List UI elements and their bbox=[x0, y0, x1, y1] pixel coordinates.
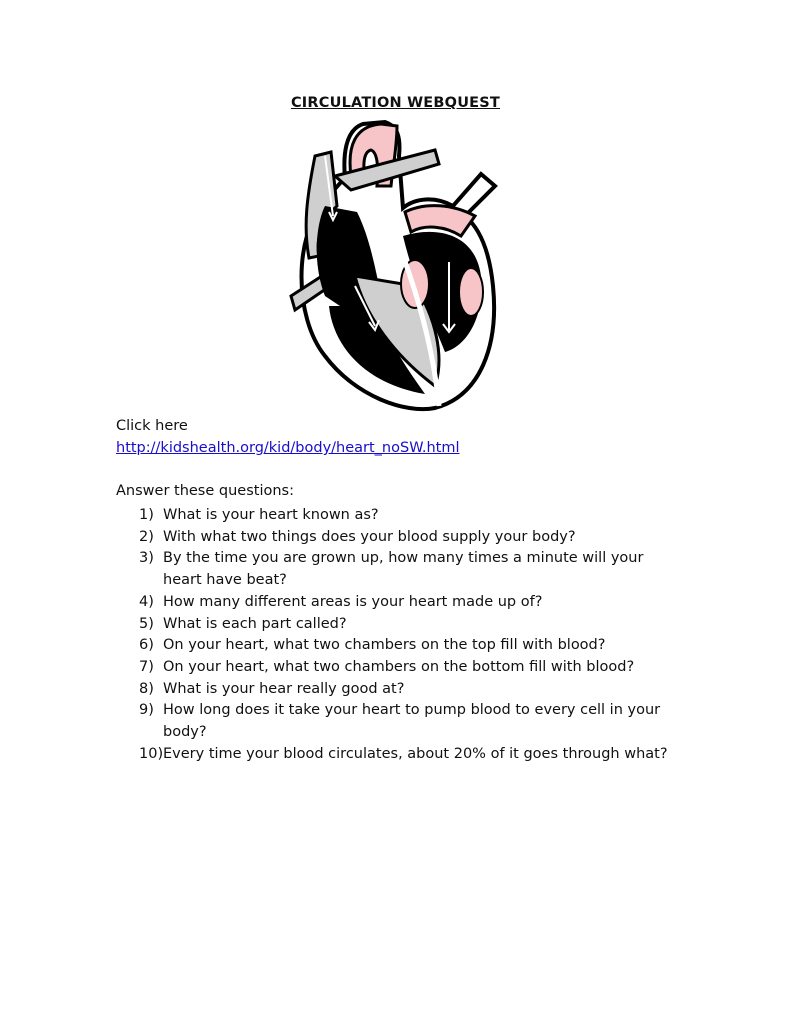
list-item bbox=[0, 744, 683, 766]
question-text: What is your hear really good at? bbox=[163, 680, 405, 697]
heart-diagram-icon bbox=[285, 116, 505, 416]
question-number: 2) bbox=[139, 528, 154, 545]
question-text: What is your heart known as? bbox=[163, 507, 379, 523]
page-title: CIRCULATION WEBQUEST bbox=[290, 95, 501, 111]
question-number: 9) bbox=[139, 702, 154, 719]
list-item bbox=[0, 700, 683, 743]
question-number: 7) bbox=[139, 658, 154, 675]
question-number: 5) bbox=[139, 615, 154, 632]
question-number: 8) bbox=[139, 680, 154, 697]
list-item bbox=[0, 614, 683, 636]
question-number: 3) bbox=[139, 550, 154, 567]
list-item bbox=[0, 592, 683, 614]
list-item bbox=[0, 657, 683, 679]
question-text: Every time your blood circulates, about 20% of it goes through what? bbox=[163, 745, 668, 762]
question-list bbox=[0, 505, 683, 765]
answer-instructions: Answer these questions: bbox=[116, 483, 294, 499]
question-text: On your heart, what two chambers on the top fill with blood? bbox=[163, 637, 606, 654]
list-item bbox=[0, 505, 683, 527]
click-here-label: Click here bbox=[116, 418, 188, 434]
question-text: With what two things does your blood supply your body? bbox=[163, 528, 576, 545]
question-text: How many different areas is your heart made up of? bbox=[163, 593, 543, 610]
list-item bbox=[0, 548, 683, 591]
question-number: 6) bbox=[139, 637, 154, 654]
question-text: How long does it take your heart to pump blood to every cell in your body? bbox=[163, 702, 661, 741]
question-number: 1) bbox=[139, 507, 154, 523]
list-item bbox=[0, 679, 683, 701]
question-number: 4) bbox=[139, 593, 154, 610]
question-text: By the time you are grown up, how many times a minute will your heart have beat? bbox=[163, 550, 644, 589]
question-text: What is each part called? bbox=[163, 615, 347, 632]
list-item bbox=[0, 527, 683, 549]
kidshealth-link[interactable]: http://kidshealth.org/kid/body/heart_noSW.html bbox=[116, 440, 460, 456]
question-text: On your heart, what two chambers on the bottom fill with blood? bbox=[163, 658, 635, 675]
list-item bbox=[0, 635, 683, 657]
question-number: 10) bbox=[139, 745, 164, 762]
